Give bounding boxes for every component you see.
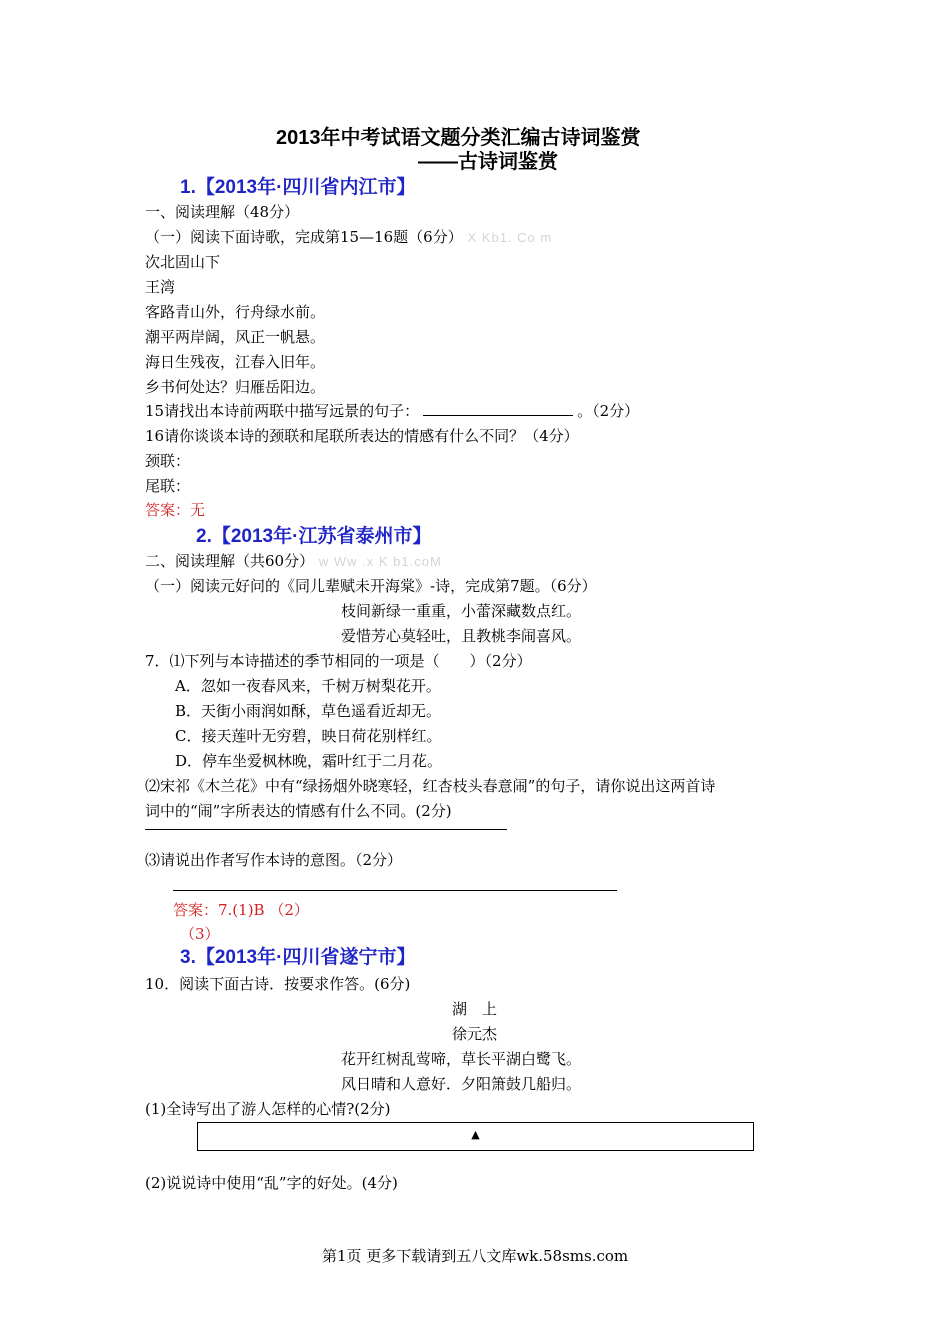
option-c: C．接天莲叶无穷碧，映日荷花别样红。 — [175, 727, 442, 745]
s3-poem-line: 花开红树乱莺啼，草长平湖白鹭飞。 — [341, 1050, 582, 1068]
s3-poem-title: 湖 上 — [452, 1000, 498, 1018]
question-10: 10．阅读下面古诗．按要求作答。(6分) — [145, 975, 411, 993]
s1-answer: 答案：无 — [145, 501, 206, 519]
answer-box[interactable] — [197, 1122, 754, 1151]
question-7-2-line-2: 词中的“闹”字所表达的情感有什么不同。(2分) — [145, 802, 452, 820]
option-b: B．天街小雨润如酥，草色遥看近却无。 — [175, 702, 442, 720]
s1-poem-author: 王湾 — [145, 278, 176, 296]
s2-intro: （一）阅读元好问的《同儿辈赋未开海棠》-诗，完成第7题。（6分） — [145, 577, 597, 595]
s2-answer-2: （3） — [180, 925, 220, 943]
page-footer: 第1页 更多下载请到五八文库wk.58sms.com — [322, 1247, 629, 1265]
s3-poem-line: 风日晴和人意好．夕阳箫鼓几船归。 — [341, 1075, 582, 1093]
question-7: 7．⑴下列与本诗描述的季节相同的一项是（ ）（2分） — [145, 652, 532, 670]
question-16: 16请你谈谈本诗的颈联和尾联所表达的情感有什么不同？（4分） — [145, 427, 579, 445]
weilian-label: 尾联： — [145, 477, 191, 495]
triangle-marker-icon: ▲ — [471, 1128, 480, 1141]
document-title: 2013年中考试语文题分类汇编古诗词鉴赏 — [276, 127, 641, 149]
s1-poem-line: 客路青山外，行舟绿水前。 — [145, 303, 326, 321]
s1-poem-line: 乡书何处达？归雁岳阳边。 — [145, 378, 326, 396]
section-3-heading: 3.【2013年·四川省遂宁市】 — [180, 947, 416, 968]
watermark-text: X Kb1. Co m — [467, 230, 553, 245]
s1-intro — [145, 227, 552, 248]
document-subtitle: ——古诗词鉴赏 — [418, 151, 558, 173]
s1-poem-title: 次北固山下 — [145, 253, 221, 271]
s3-poem-author: 徐元杰 — [452, 1025, 498, 1043]
section-1-heading: 1.【2013年·四川省内江市】 — [180, 177, 416, 198]
question-7-3: ⑶请说出作者写作本诗的意图。（2分） — [145, 851, 403, 869]
watermark-text: w Ww .x K b1.coM — [318, 554, 442, 569]
section-2-heading: 2.【2013年·江苏省泰州市】 — [196, 526, 432, 547]
s1-poem-line: 海日生残夜，江春入旧年。 — [145, 353, 326, 371]
question-15 — [145, 401, 639, 421]
jinglian-label: 颈联： — [145, 452, 191, 470]
question-7-2-line-1: ⑵宋祁《木兰花》中有“绿扬烟外晓寒轻，红杏枝头春意闹”的句子，请你说出这两首诗 — [145, 777, 716, 795]
s2-part-text: 二、阅读理解（共60分） — [145, 552, 315, 570]
option-a: A．忽如一夜春风来，千树万树梨花开。 — [175, 677, 441, 695]
s1-part: 一、阅读理解（48分） — [145, 203, 300, 221]
answer-line — [173, 890, 617, 891]
answer-line — [145, 829, 507, 830]
option-d: D．停车坐爱枫林晚，霜叶红于二月花。 — [175, 752, 443, 770]
s2-poem-line: 枝间新绿一重重，小蕾深藏数点红。 — [341, 602, 582, 620]
question-15-text: 15请找出本诗前两联中描写远景的句子： — [145, 402, 420, 420]
question-10-2: (2)说说诗中使用“乱”字的好处。(4分) — [145, 1174, 398, 1192]
s2-answer: 答案：7.(1)B （2） — [173, 901, 309, 919]
question-10-1: (1)全诗写出了游人怎样的心情?(2分) — [145, 1100, 391, 1118]
s1-intro-text: （一）阅读下面诗歌，完成第15—16题（6分） — [145, 228, 463, 246]
s1-poem-line: 潮平两岸阔，风正一帆悬。 — [145, 328, 326, 346]
question-15-points: 。（2分） — [577, 402, 640, 420]
s2-poem-line: 爱惜芳心莫轻吐，且教桃李闹喜风。 — [341, 627, 582, 645]
answer-blank[interactable] — [423, 401, 573, 416]
s2-part — [145, 551, 442, 572]
